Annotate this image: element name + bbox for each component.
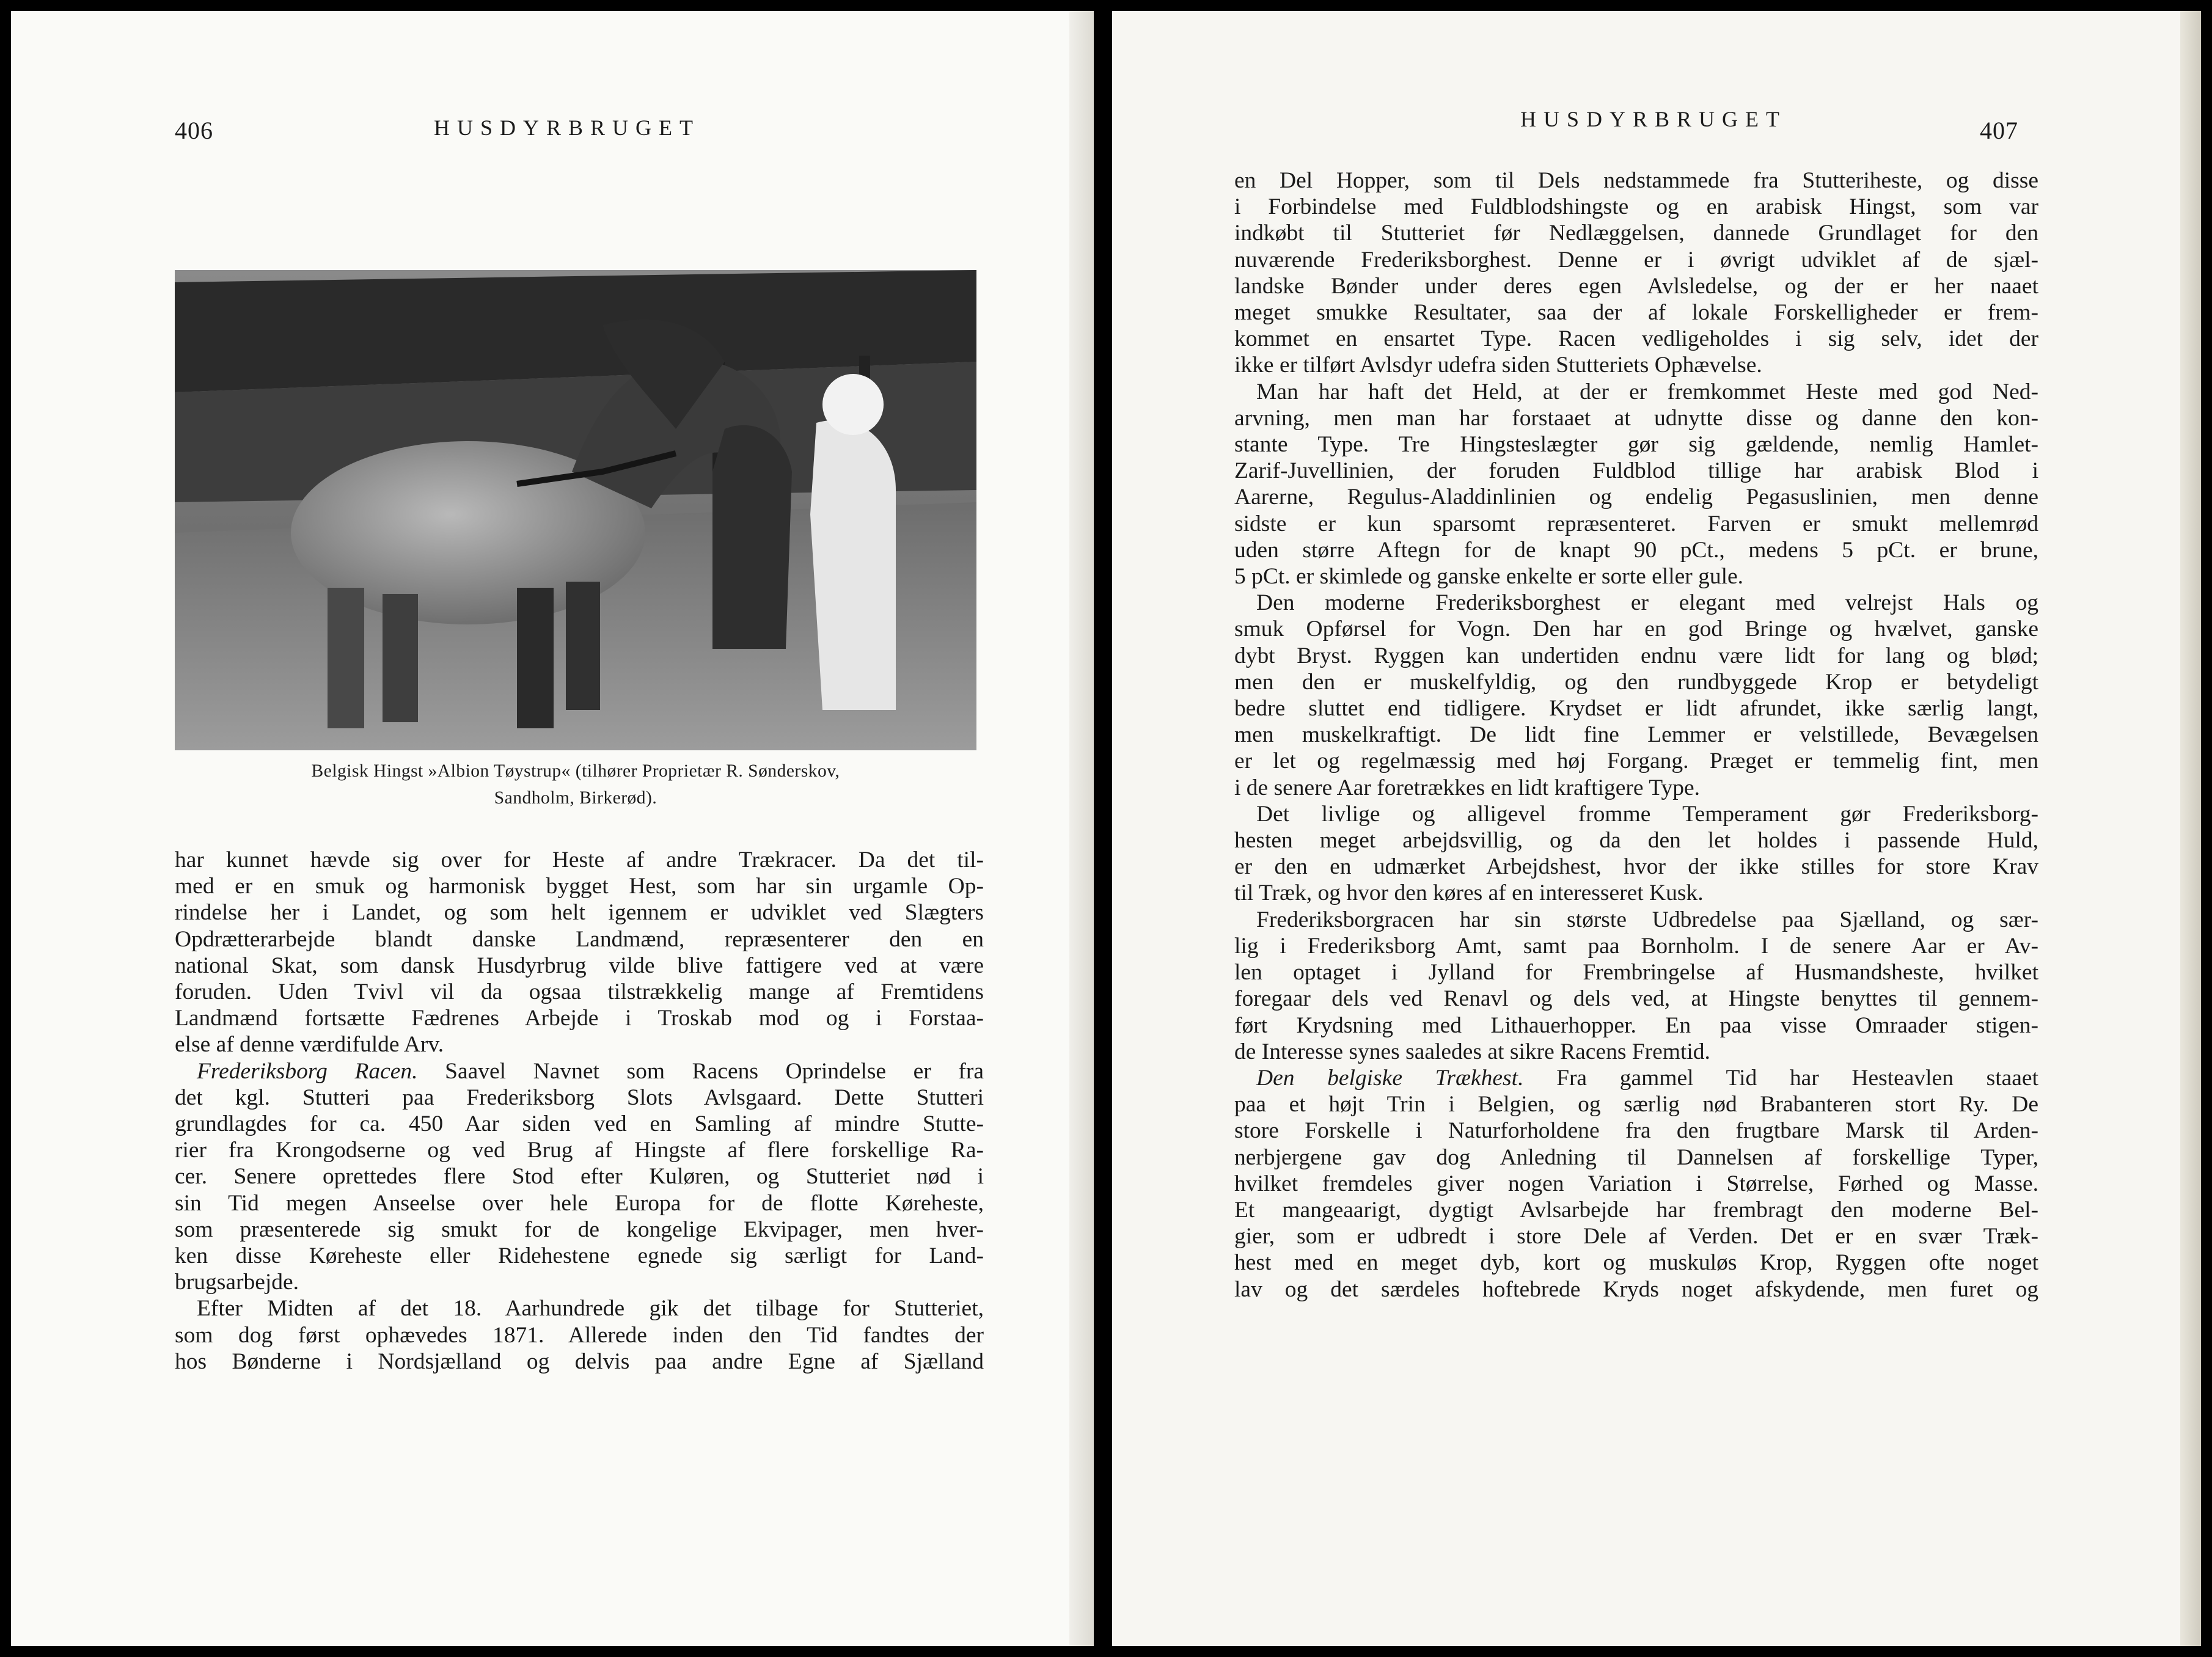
text-line: lav og det særdeles hoftebrede Kryds noget afskydende, men furet og (1234, 1276, 2038, 1302)
text-line: Det livlige og alligevel fromme Temperament gør Frederiksborg- (1256, 801, 2038, 827)
text-line: Den moderne Frederiksborghest er elegant med velrejst Hals og (1256, 590, 2038, 616)
text-line (1234, 1065, 2038, 1091)
text-line: foruden. Uden Tvivl vil da ogsaa tilstrækkelig mange af Fremtidens (175, 979, 984, 1005)
text-line: Man har haft det Held, at der er fremkommet Heste med god Ned- (1256, 379, 2038, 404)
text-line: men den er muskelfyldig, og den rundbyggede Krop er betydeligt (1234, 669, 2038, 695)
text-line: hos Bønderne i Nordsjælland og delvis paa andre Egne af Sjælland (175, 1348, 984, 1374)
body-text (1234, 167, 2038, 1303)
text-line: Aarerne, Regulus-Aladdinlinien og endelig Pegasuslinien, men denne (1234, 485, 2038, 510)
figure-caption (175, 758, 976, 811)
text-line: sidste er kun sparsomt repræsenteret. Farven er smukt mellemrød (1234, 511, 2038, 536)
text-line: Efter Midten af det 18. Aarhundrede gik det tilbage for Stutteriet, (197, 1296, 984, 1322)
text-line: uden større Aftegn for de knapt 90 pCt., medens 5 pCt. er brune, (1234, 537, 2038, 563)
right-page (1112, 11, 2180, 1646)
text-line: landske Bønder under deres egen Avlsledelse, og der er her naaet (1234, 273, 2038, 299)
text-line: ført Krydsning med Lithauerhopper. En paa visse Omraader stigen- (1234, 1012, 2038, 1038)
text-line: grundlagdes for ca. 450 Aar siden ved en Samling af mindre Stutte- (175, 1111, 984, 1137)
text-line: de Interesse synes saaledes at sikre Racens Fremtid. (1234, 1039, 1710, 1064)
text-line: Opdrætterarbejde blandt danske Landmænd, repræsenterer den en (175, 926, 984, 952)
caption-line: Belgisk Hingst »Albion Tøystrup« (tilhører Proprietær R. Sønderskov, (311, 761, 840, 781)
page-number: 406 (175, 117, 213, 144)
text-line: arvning, men man har forstaaet at udnytte disse og danne den kon- (1234, 405, 2038, 431)
text-line: det kgl. Stutteri paa Frederiksborg Slots Avlsgaard. Dette Stutteri (175, 1085, 984, 1110)
section-heading: Frederiksborg Racen. (197, 1058, 418, 1084)
text-line: store Forskelle i Naturforholdene fra den frugtbare Marsk til Arden- (1234, 1118, 2038, 1144)
section-heading: Den belgiske Trækhest. (1256, 1065, 1524, 1091)
text-line: cer. Senere oprettedes flere Stod efter Kuløren, og Stutteriet nød i (175, 1164, 984, 1190)
body-text (175, 847, 984, 1375)
book-edge (2180, 11, 2201, 1646)
text-line: ikke er tilført Avlsdyr udefra siden Stutteriets Ophævelse. (1234, 353, 1762, 378)
text-line: hest med en meget dyb, kort og muskuløs Krop, Ryggen ofte noget (1234, 1250, 2038, 1276)
text-fragment: Saavel Navnet som Racens Oprindelse er fra (445, 1058, 984, 1084)
text-line: brugsarbejde. (175, 1270, 299, 1295)
text-line: indkøbt til Stutteriet før Nedlæggelsen, dannede Grundlaget for den (1234, 221, 2038, 246)
text-line: national Skat, som dansk Husdyrbrug vilde blive fattigere ved at være (175, 953, 984, 978)
text-line: rindelse her i Landet, og som helt igennem er udviklet ved Slægters (175, 900, 984, 926)
text-line: rier fra Krongodserne og ved Brug af Hingste af flere forskellige Ra- (175, 1138, 984, 1163)
text-line: i de senere Aar foretrækkes en lidt kraftigere Type. (1234, 775, 1701, 800)
text-line: hesten meget arbejdsvillig, og da den let holdes i passende Huld, (1234, 828, 2038, 854)
text-line: Frederiksborgracen har sin største Udbredelse paa Sjælland, og sær- (1256, 907, 2038, 932)
page-edge (1069, 11, 1094, 1646)
text-line: i Forbindelse med Fuldblodshingste og en arabisk Hingst, som var (1234, 194, 2038, 220)
text-line: en Del Hopper, som til Dels nedstammede fra Stutteriheste, og disse (1234, 168, 2038, 193)
text-line: men muskelkraftigt. De lidt fine Lemmer er velstillede, Bevægelsen (1234, 722, 2038, 748)
text-line: med er en smuk og harmonisk bygget Hest, som har sin urgamle Op- (175, 874, 984, 899)
text-line: stante Type. Tre Hingsteslægter gør sig gældende, nemlig Hamlet- (1234, 432, 2038, 458)
text-line: sin Tid megen Anseelse over hele Europa for de flotte Køreheste, (175, 1190, 984, 1216)
text-line: nerbjergene gav dog Anledning til Dannelsen af forskellige Typer, (1234, 1144, 2038, 1170)
text-line: bedre sluttet end tidligere. Krydset er lidt afrundet, ikke særlig langt, (1234, 696, 2038, 722)
text-line: smuk Opførsel for Vogn. Den har en god Bringe og hvælvet, ganske (1234, 616, 2038, 642)
text-line: paa et højt Trin i Belgien, og særlig nød Brabanteren stort Ry. De (1234, 1092, 2038, 1117)
horse-photograph (175, 270, 976, 750)
text-line: er den en udmærket Arbejdshest, hvor der ikke stilles for store Krav (1234, 854, 2038, 880)
text-line: kommet en ensartet Type. Racen vedligeholdes i sig selv, idet der (1234, 326, 2038, 352)
page-number: 407 (1980, 117, 2018, 144)
text-line: 5 pCt. er skimlede og ganske enkelte er sorte eller gule. (1234, 564, 1744, 590)
text-line: gier, som er udbredt i store Dele af Verden. Det er en svær Træk- (1234, 1224, 2038, 1249)
text-line: len optaget i Jylland for Frembringelse af Husmandsheste, hvilket (1234, 960, 2038, 986)
text-line: foregaar dels ved Renavl og dels ved, at Hingste benyttes til gennem- (1234, 986, 2038, 1012)
text-line: til Træk, og hvor den køres af en interesseret Kusk. (1234, 880, 1704, 906)
running-head: HUSDYRBRUGET (434, 115, 701, 140)
text-line: else af denne værdifulde Arv. (175, 1032, 444, 1058)
text-line: nuværende Frederiksborghest. Denne er i øvrigt udviklet af de sjæl- (1234, 247, 2038, 273)
text-line: har kunnet hævde sig over for Heste af andre Trækracer. Da det til- (175, 847, 984, 872)
text-line: som dog først ophævedes 1871. Allerede inden den Tid fandtes der (175, 1322, 984, 1348)
text-line (175, 1058, 984, 1085)
text-line: som præsenterede sig smukt for de kongelige Ekvipager, men hver- (175, 1216, 984, 1242)
text-line: Et mangeaarigt, dygtigt Avlsarbejde har frembragt den moderne Bel- (1234, 1197, 2038, 1223)
text-line: hvilket fremdeles giver nogen Variation i Størrelse, Førhed og Masse. (1234, 1171, 2038, 1196)
text-line: meget smukke Resultater, saa der af lokale Forskelligheder er frem- (1234, 300, 2038, 326)
text-line: lig i Frederiksborg Amt, samt paa Bornholm. I de senere Aar er Av- (1234, 933, 2038, 959)
text-line: dybt Bryst. Ryggen kan undertiden endnu være lidt for lang og blød; (1234, 643, 2038, 668)
text-fragment: Fra gammel Tid har Hesteavlen staaet (1556, 1065, 2038, 1091)
caption-line: Sandholm, Birkerød). (494, 788, 657, 808)
text-line: er let og regelmæssig med høj Forgang. Præget er temmelig fint, men (1234, 748, 2038, 774)
text-line: Zarif-Juvellinien, der foruden Fuldblod tillige har arabisk Blod i (1234, 458, 2038, 484)
running-head: HUSDYRBRUGET (1520, 107, 1787, 131)
left-page (11, 11, 1094, 1646)
text-line: Landmænd fortsætte Fædrenes Arbejde i Troskab mod og i Forstaa- (175, 1006, 984, 1031)
text-line: ken disse Køreheste eller Ridehestene egnede sig særligt for Land- (175, 1243, 984, 1269)
